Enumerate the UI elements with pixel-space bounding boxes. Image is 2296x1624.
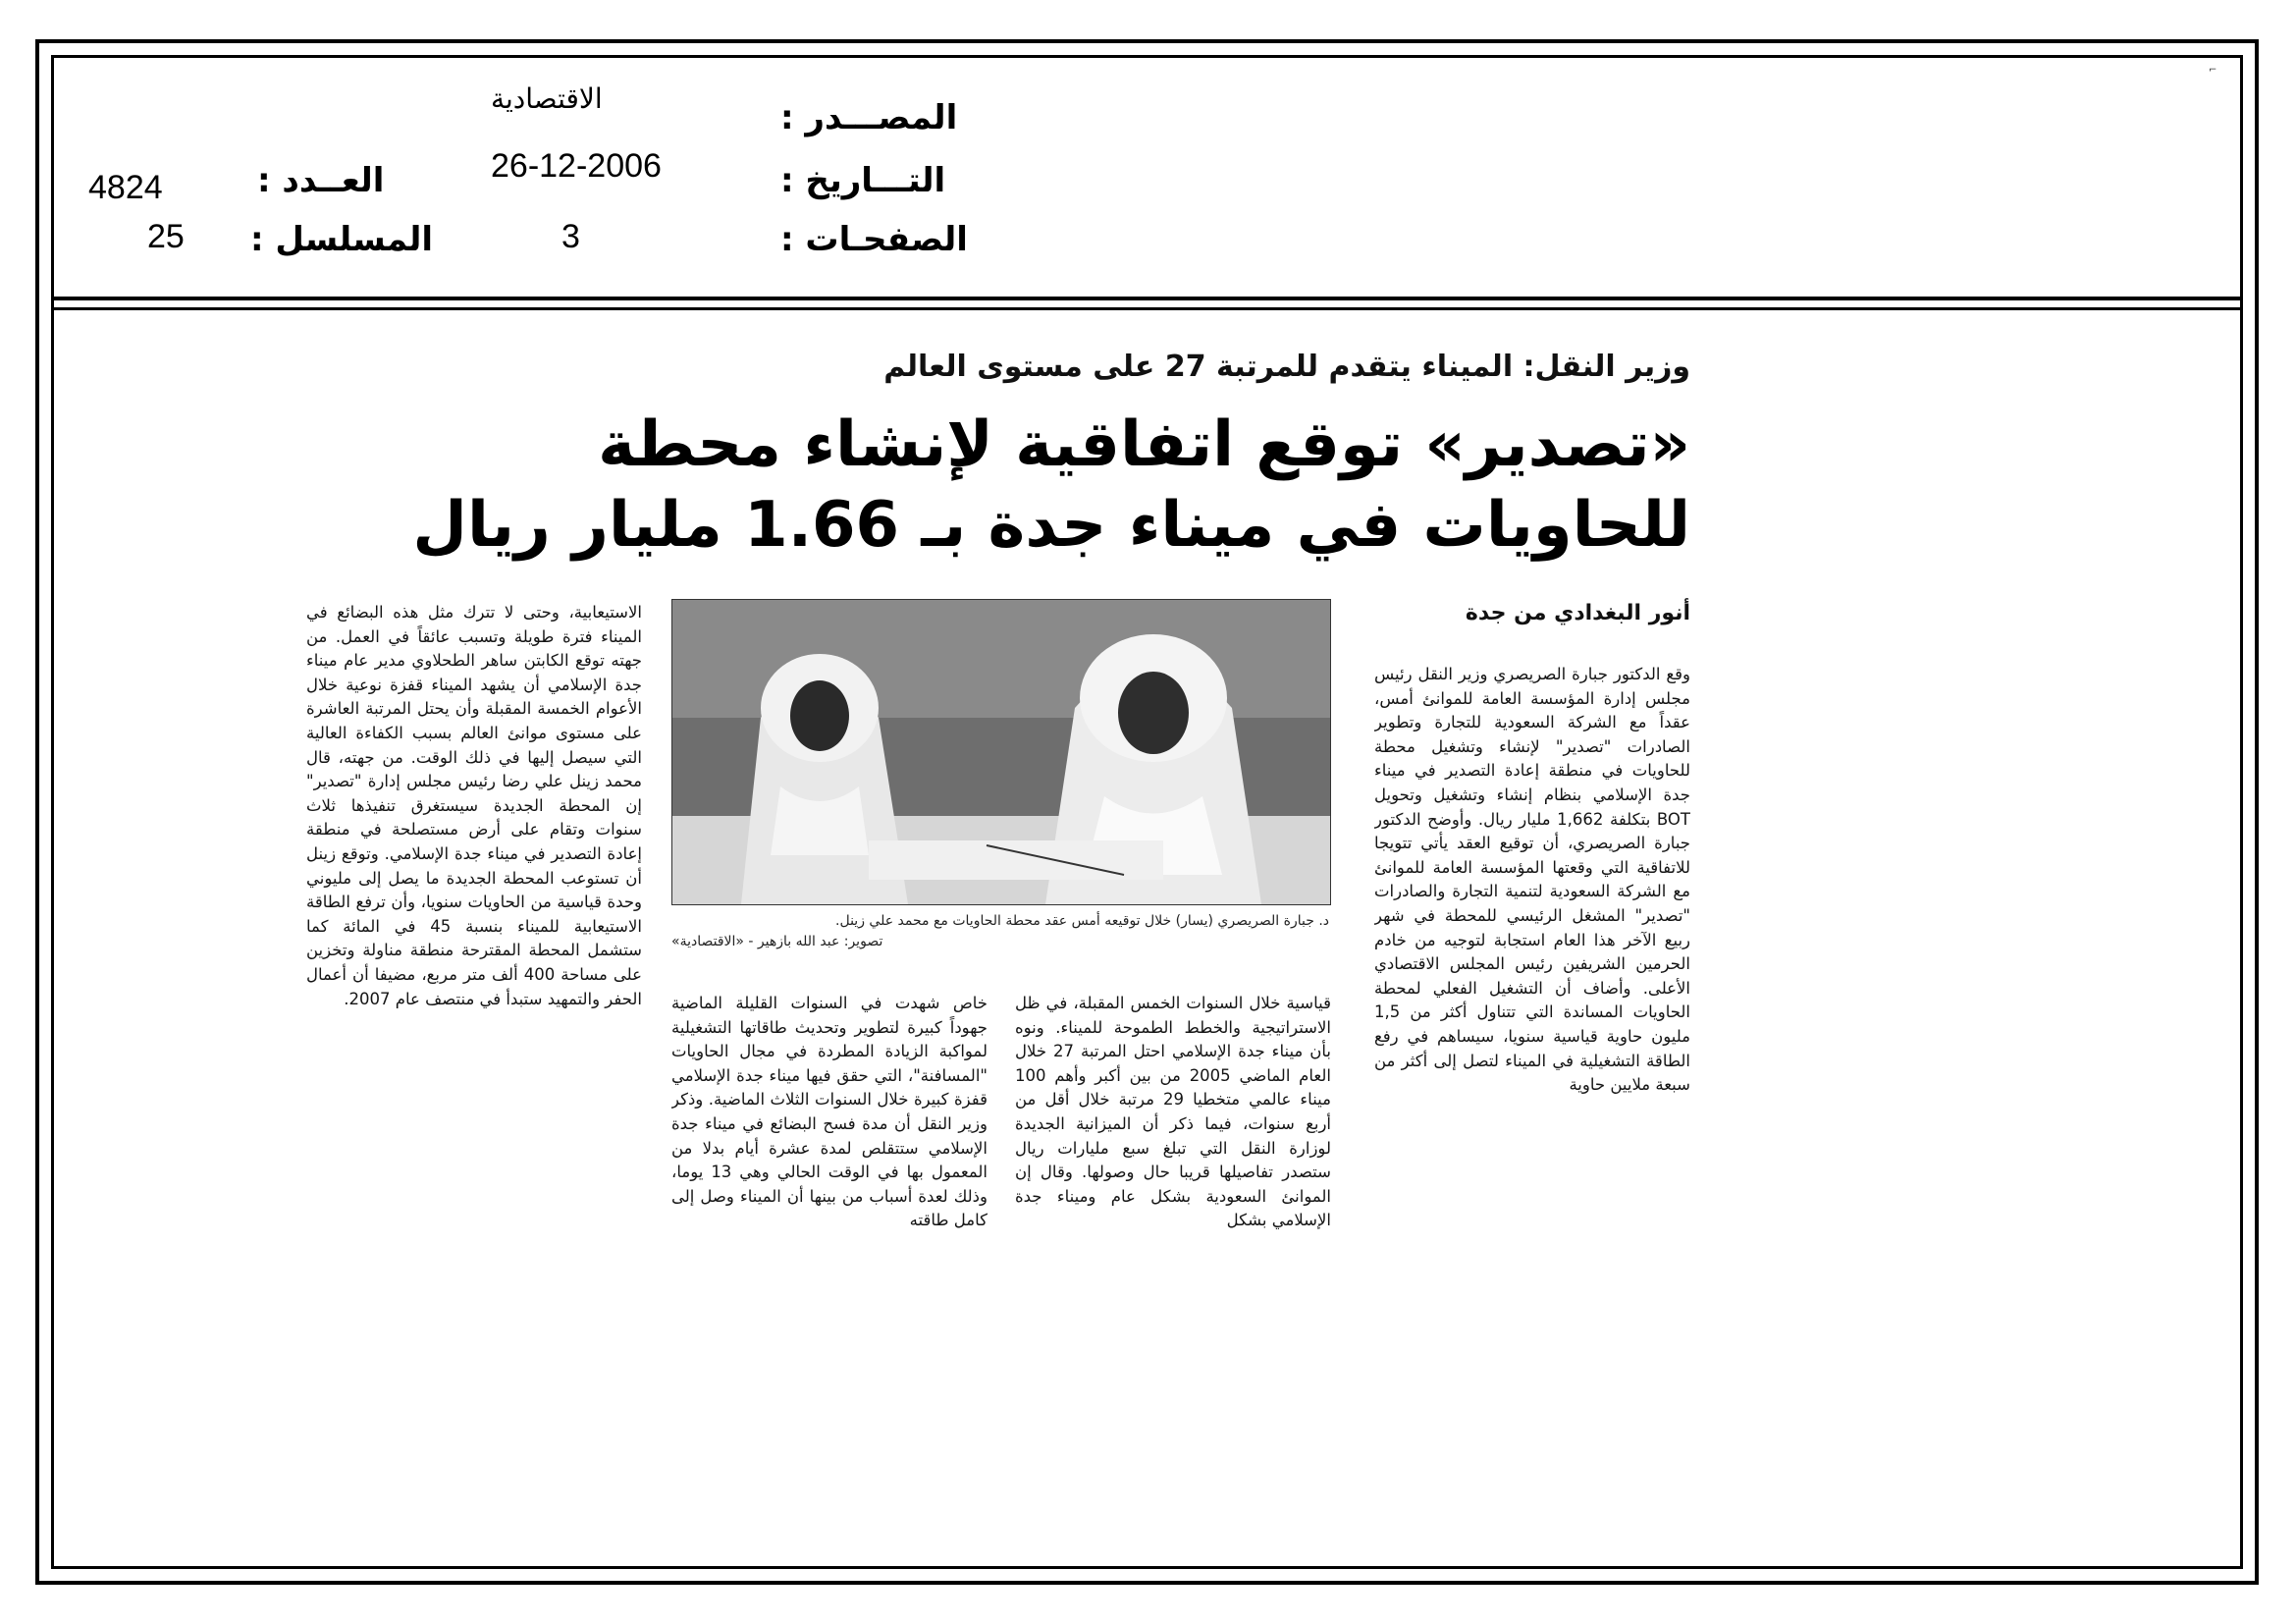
corner-mark: ⌐ — [2209, 65, 2217, 76]
serial-value: 25 — [147, 218, 185, 255]
caption-credit: تصوير: عبد الله بازهير - «الاقتصادية» — [671, 934, 883, 949]
column-1-text: وقع الدكتور جبارة الصريصري وزير النقل رئيس مجلس إدارة المؤسسة العامة للموانئ أمس، عقداً مع الشركة السعودية للتجارة وتطوير الصادرات "تصدير" لإنشاء وتشغيل محطة للحاويات في منطقة إعادة التصدير في ميناء جدة الإسلامي بنظام إنشاء وتشغيل وتحويل BOT بتكلفة 1,662 مليار ريال. وأوضح الدكتور جبارة الصريصري، أن توقيع العقد يأتي تتويجا للاتفاقية التي وقعتها المؤسسة العامة للموانئ مع الشركة السعودية لتنمية التجارة والصادرات "تصدير" المشغل الرئيسي للمحطة في شهر ربيع الآخر هذا العام استجابة لتوجيه من خادم الحرمين الشريفين رئيس المجلس الاقتصادي الأعلى. وأضاف أن التشغيل الفعلي لمحطة الحاويات المساندة التي تتناول أكثر من 1,5 مليون حاوية قياسية سنويا، سيساهم في رفع الطاقة التشغيلية في الميناء لتصل إلى أكثر من سبعة ملايين حاوية — [1374, 665, 1690, 1095]
serial-label: المسلسل : — [250, 220, 434, 259]
column-2-text: قياسية خلال السنوات الخمس المقبلة، في ظل الاستراتيجية والخطط الطموحة للميناء. ونوه بأن ميناء جدة الإسلامي احتل المرتبة 27 خلال العام الماضي 2005 من بين أكبر وأهم 100 ميناء عالمي متخطيا 29 مرتبة خلال أقل من أربع سنوات، فيما ذكر أن الميزانية الجديدة لوزارة النقل التي تبلغ سبع مليارات ريال ستصدر تفاصيلها قريبا حال وصولها. وقال إن الموانئ السعودية بشكل عام وميناء جدة الإسلامي بشكل — [1015, 994, 1331, 1230]
photo-caption — [671, 911, 1329, 952]
newspaper-article — [306, 344, 1690, 1384]
date-value: 26-12-2006 — [491, 147, 662, 185]
pages-label: الصفحـات : — [780, 220, 968, 259]
caption-text: د. جبارة الصريصري (يسار) خلال توقيعه أمس عقد محطة الحاويات مع محمد علي زينل. — [835, 913, 1329, 929]
article-subheadline: وزير النقل: الميناء يتقدم للمرتبة 27 على مستوى العالم — [883, 350, 1690, 384]
article-column-1 — [1374, 663, 1690, 1380]
photo-image — [672, 600, 1330, 904]
column-3-text: خاص شهدت في السنوات القليلة الماضية جهوداً كبيرة لتطوير وتحديث طاقاتها التشغيلية لمواكبة الزيادة المطردة في مجال الحاويات "المسافنة"، التي حقق فيها ميناء جدة الإسلامي قفزة كبيرة خلال السنوات الثلاث الماضية. وذكر وزير النقل أن مدة فسح البضائع في ميناء جدة الإسلامي ستتقلص لمدة عشرة أيام بدلا من المعمول بها في الوقت الحالي وهي 13 يوما، وذلك لعدة أسباب من بينها أن الميناء وصل إلى كامل طاقته — [671, 994, 988, 1230]
issue-value: 4824 — [88, 169, 163, 206]
header-divider — [51, 297, 2243, 310]
article-byline: أنور البغدادي من جدة — [1465, 601, 1690, 625]
issue-label: العــدد : — [257, 161, 385, 200]
pages-value: 3 — [561, 218, 580, 255]
article-column-3 — [671, 992, 988, 1384]
article-column-4 — [306, 601, 642, 1377]
article-photo — [671, 599, 1331, 905]
source-value: الاقتصادية — [491, 82, 603, 115]
column-4-text: الاستيعابية، وحتى لا تترك مثل هذه البضائع في الميناء فترة طويلة وتسبب عائقاً في العمل. من جهته توقع الكابتن ساهر الطحلاوي مدير عام ميناء جدة الإسلامي أن يشهد الميناء قفزة نوعية خلال الأعوام الخمسة المقبلة وأن يحتل المرتبة العاشرة على مستوى موانئ العالم بسبب الكفاءة العالية التي سيصل إليها في ذلك الوقت. من جهته، قال محمد زينل علي رضا رئيس مجلس إدارة "تصدير" إن المحطة الجديدة سيستغرق تنفيذها ثلاث سنوات وتقام على أرض مستصلحة في منطقة إعادة التصدير في ميناء جدة الإسلامي. وتوقع زينل أن تستوعب المحطة الجديدة ما يصل إلى مليوني وحدة قياسية من الحاويات سنويا، وأن ترفع الطاقة الاستيعابية للميناء بنسبة 45 في المائة كما ستشمل المحطة المقترحة منطقة مناولة وتخزين على مساحة 400 ألف متر مربع، مضيفا أن أعمال الحفر والتمهيد ستبدأ في منتصف عام 2007. — [306, 603, 642, 1008]
article-column-2 — [1015, 992, 1331, 1384]
article-headline: «تصدير» توقع اتفاقية لإنشاء محطة للحاويات في ميناء جدة بـ 1.66 مليار ريال — [412, 408, 1690, 562]
date-label: التـــاريخ : — [780, 161, 946, 200]
source-label: المصـــدر : — [780, 98, 958, 137]
